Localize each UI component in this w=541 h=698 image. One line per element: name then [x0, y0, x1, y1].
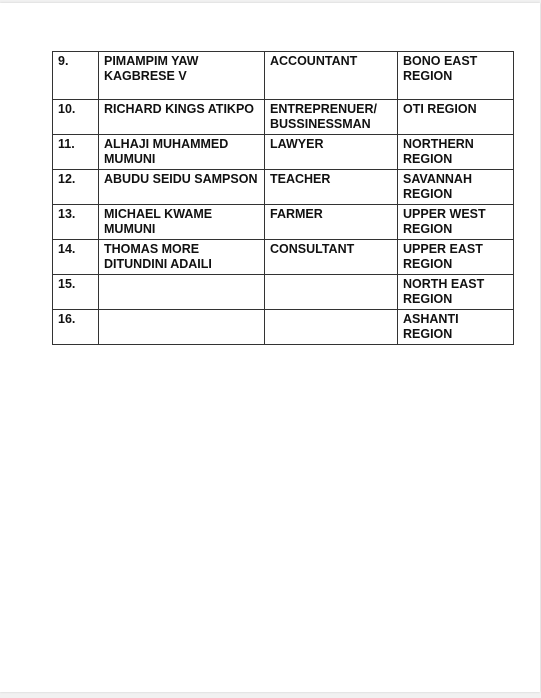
name-cell: RICHARD KINGS ATIKPO: [99, 100, 265, 135]
region-cell: NORTH EAST REGION: [398, 275, 514, 310]
occupation-cell: FARMER: [265, 205, 398, 240]
occupation-cell: [265, 275, 398, 310]
region-cell: BONO EAST REGION: [398, 52, 514, 100]
region-cell: ASHANTI REGION: [398, 310, 514, 345]
name-cell: MICHAEL KWAME MUMUNI: [99, 205, 265, 240]
name-cell: [99, 275, 265, 310]
region-cell: NORTHERN REGION: [398, 135, 514, 170]
name-cell: ABUDU SEIDU SAMPSON: [99, 170, 265, 205]
occupation-cell: ENTREPRENUER/ BUSSINESSMAN: [265, 100, 398, 135]
table-row: [53, 240, 514, 275]
row-number-cell: 14.: [53, 240, 99, 275]
name-cell: PIMAMPIM YAW KAGBRESE V: [99, 52, 265, 100]
table-row: [53, 205, 514, 240]
table-row: [53, 310, 514, 345]
occupation-cell: CONSULTANT: [265, 240, 398, 275]
region-cell: OTI REGION: [398, 100, 514, 135]
name-cell: THOMAS MORE DITUNDINI ADAILI: [99, 240, 265, 275]
row-number-cell: 10.: [53, 100, 99, 135]
table-row: [53, 100, 514, 135]
members-table: [52, 51, 514, 345]
occupation-cell: [265, 310, 398, 345]
occupation-cell: LAWYER: [265, 135, 398, 170]
table-row: [53, 135, 514, 170]
row-number-cell: 12.: [53, 170, 99, 205]
document-page: [0, 3, 540, 692]
occupation-cell: TEACHER: [265, 170, 398, 205]
region-cell: SAVANNAH REGION: [398, 170, 514, 205]
occupation-cell: ACCOUNTANT: [265, 52, 398, 100]
region-cell: UPPER WEST REGION: [398, 205, 514, 240]
table-row: [53, 170, 514, 205]
table-row: [53, 52, 514, 100]
name-cell: [99, 310, 265, 345]
row-number-cell: 11.: [53, 135, 99, 170]
region-cell: UPPER EAST REGION: [398, 240, 514, 275]
row-number-cell: 15.: [53, 275, 99, 310]
name-cell: ALHAJI MUHAMMED MUMUNI: [99, 135, 265, 170]
row-number-cell: 13.: [53, 205, 99, 240]
row-number-cell: 16.: [53, 310, 99, 345]
row-number-cell: 9.: [53, 52, 99, 100]
table-row: [53, 275, 514, 310]
